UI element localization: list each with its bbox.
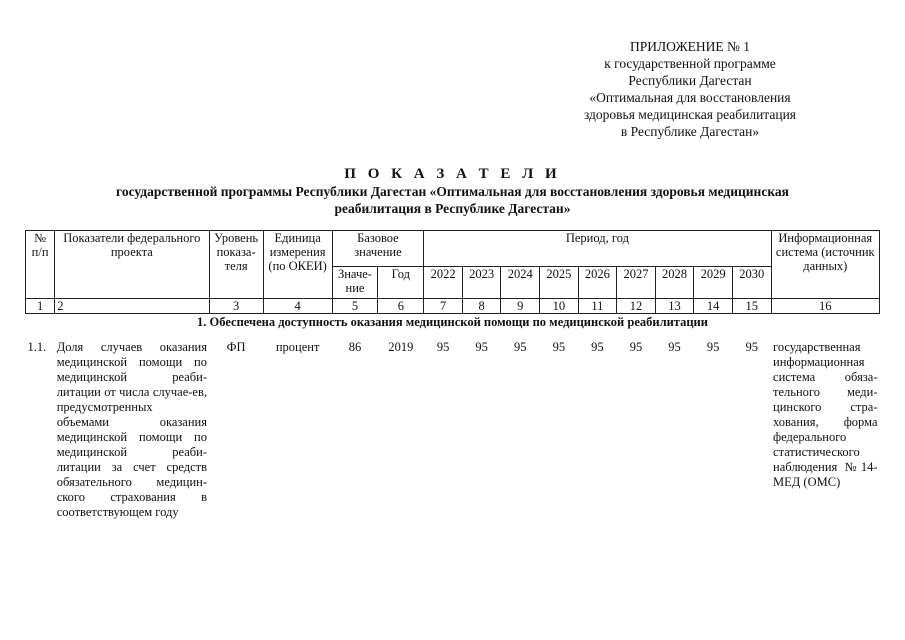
column-number: 9 <box>501 299 540 314</box>
title-subtitle-line2: реабилитация в Республике Дагестан» <box>334 201 571 216</box>
row-value: 95 <box>629 340 643 354</box>
header-base: Базовое значение <box>332 231 424 267</box>
section-title: 1. Обеспечена доступность оказания медицинской помощи по медицинской реабилитации <box>197 315 708 329</box>
appendix-line: Республики Дагестан <box>628 73 752 88</box>
column-number: 11 <box>578 299 617 314</box>
header-num: № п/п <box>26 231 55 299</box>
column-number: 13 <box>655 299 694 314</box>
header-base-value: Значе-ние <box>332 267 378 299</box>
indicators-table <box>25 230 880 520</box>
header-indicator: Показатели федерального проекта <box>55 231 209 299</box>
row-value: 95 <box>552 340 566 354</box>
title-subtitle-line1: государственной программы Республики Дагестан «Оптимальная для восстановления здоровья медицинская <box>116 184 789 199</box>
column-number: 14 <box>694 299 733 314</box>
appendix-line: «Оптимальная для восстановления <box>589 90 791 105</box>
row-value: 95 <box>706 340 720 354</box>
column-number: 3 <box>209 299 263 314</box>
column-number: 10 <box>540 299 579 314</box>
table-row <box>26 330 880 520</box>
row-base-value: 86 <box>348 340 362 354</box>
document-title <box>40 165 865 217</box>
row-value: 95 <box>513 340 527 354</box>
column-number: 6 <box>378 299 424 314</box>
column-number: 5 <box>332 299 378 314</box>
column-number: 1 <box>26 299 55 314</box>
column-number: 4 <box>263 299 332 314</box>
title-main: П О К А З А Т Е Л И <box>344 166 561 182</box>
header-year: 2022 <box>424 267 463 299</box>
column-number: 2 <box>55 299 209 314</box>
row-info: государственная информационная система обяза-тельного меди-цинского стра-хования, форма федерального статистического наблюдения №14-МЕД (ОМС) <box>773 340 878 489</box>
row-num: 1.1. <box>27 340 47 354</box>
section-row <box>26 314 880 331</box>
row-level: ФП <box>226 340 246 354</box>
row-value: 95 <box>668 340 681 354</box>
header-base-year: Год <box>378 267 424 299</box>
row-unit: процент <box>275 340 320 354</box>
header-year: 2030 <box>732 267 771 299</box>
header-year: 2029 <box>694 267 733 299</box>
header-info: Информационная система (источник данных) <box>771 231 879 299</box>
column-number: 12 <box>617 299 656 314</box>
row-value: 95 <box>591 340 604 354</box>
header-level: Уровень показа-теля <box>209 231 263 299</box>
header-period: Период, год <box>424 231 771 267</box>
column-numbering-row <box>26 299 880 314</box>
row-value: 95 <box>475 340 488 354</box>
appendix-line: ПРИЛОЖЕНИЕ № 1 <box>629 39 751 54</box>
column-number: 16 <box>771 299 879 314</box>
row-indicator: Доля случаев оказания медицинской помощи по медицинской реаби-литации от числа случае-ев, предусмотренных объемами оказания медицинской помощи по медицинской реаби-литации за счет средств обязательного медицин-ского страхования в соответствующем году <box>56 340 207 519</box>
column-number: 8 <box>462 299 501 314</box>
appendix-line: здоровья медицинская реабилитация <box>583 107 797 122</box>
appendix-line: в Республике Дагестан» <box>620 124 760 139</box>
header-unit: Единица измерения (по ОКЕИ) <box>263 231 332 299</box>
column-number: 15 <box>732 299 771 314</box>
header-year: 2028 <box>655 267 694 299</box>
row-value: 95 <box>436 340 450 354</box>
header-year: 2027 <box>617 267 656 299</box>
header-year: 2026 <box>578 267 617 299</box>
column-number: 7 <box>424 299 463 314</box>
appendix-line: к государственной программе <box>604 56 776 71</box>
appendix-header <box>560 38 820 140</box>
header-year: 2024 <box>501 267 540 299</box>
row-base-year: 2019 <box>388 340 414 354</box>
header-year: 2023 <box>462 267 501 299</box>
row-value: 95 <box>745 340 758 354</box>
header-year: 2025 <box>540 267 579 299</box>
